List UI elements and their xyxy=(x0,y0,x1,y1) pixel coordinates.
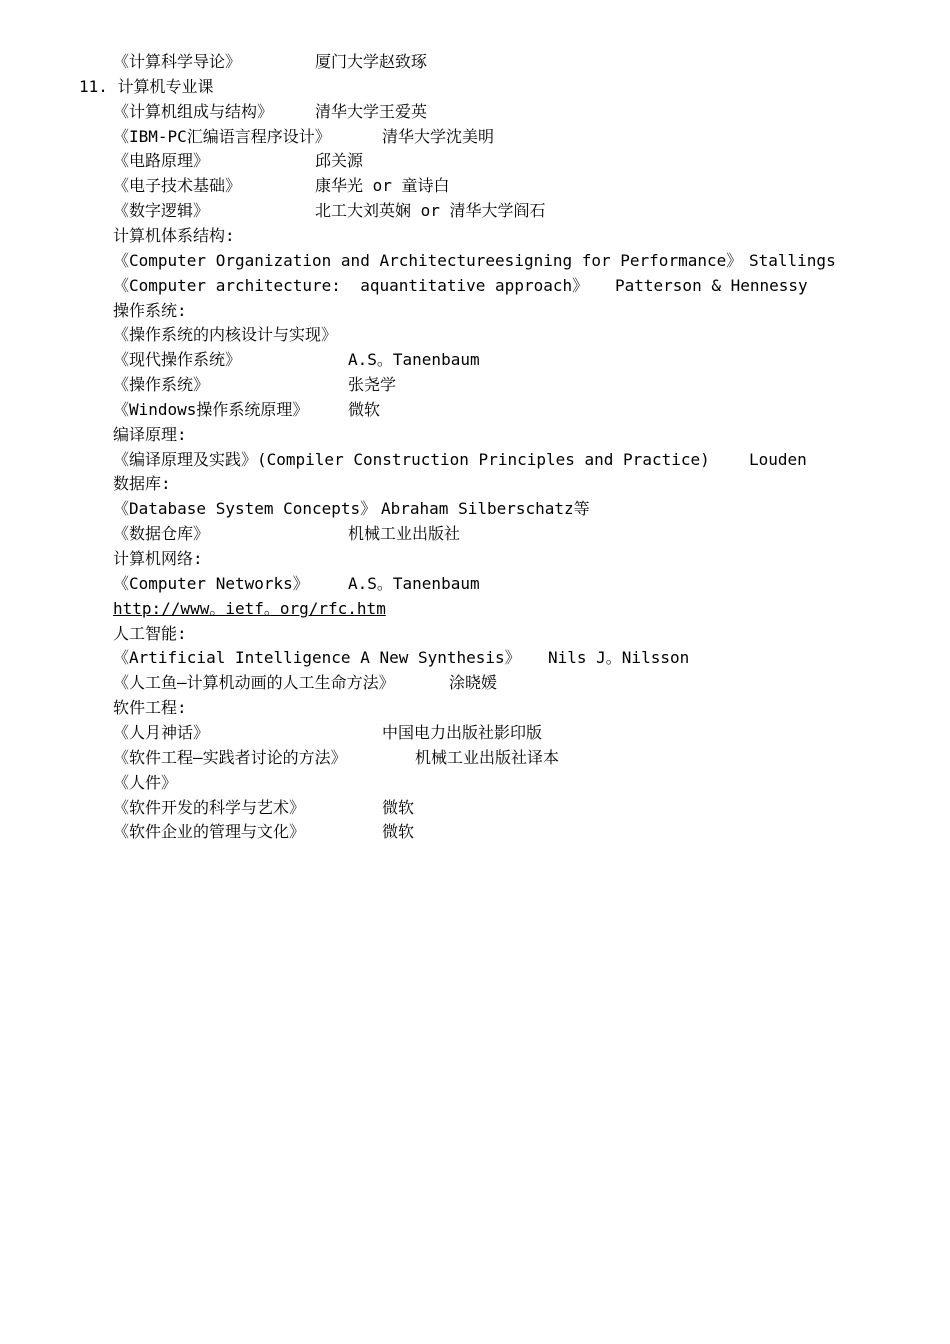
book-title: 《IBM-PC汇编语言程序设计》 xyxy=(113,127,331,146)
category-label: 软件工程: xyxy=(113,698,187,717)
book-entry xyxy=(113,100,428,124)
book-entry xyxy=(113,497,590,521)
book-entry xyxy=(113,671,498,695)
category-label: 计算机体系结构: xyxy=(113,226,235,245)
book-entry xyxy=(113,796,415,820)
book-title: 《操作系统》 xyxy=(113,375,210,394)
book-entry xyxy=(113,174,450,198)
book-author: 康华光 or 童诗白 xyxy=(315,176,450,195)
book-entry xyxy=(113,348,480,372)
book-entry xyxy=(113,274,808,298)
book-author: 机械工业出版社译本 xyxy=(415,748,560,767)
book-title: 《现代操作系统》 xyxy=(113,350,242,369)
book-title: 《Computer Organization and Architectureesigning for Performance》 xyxy=(113,251,743,270)
book-entry xyxy=(113,522,461,546)
book-entry xyxy=(113,50,428,74)
book-title: 《人工鱼—计算机动画的人工生命方法》 xyxy=(113,673,395,692)
book-title: 《数字逻辑》 xyxy=(113,201,210,220)
book-author: A.S。Tanenbaum xyxy=(348,574,480,593)
book-entry xyxy=(113,249,836,273)
book-title: 《人月神话》 xyxy=(113,723,210,742)
book-author: 邱关源 xyxy=(315,151,364,170)
book-title: 《电子技术基础》 xyxy=(113,176,242,195)
book-author: 机械工业出版社 xyxy=(348,524,461,543)
book-author: A.S。Tanenbaum xyxy=(348,350,480,369)
book-entry xyxy=(113,398,381,422)
book-title: 《软件开发的科学与艺术》 xyxy=(113,798,306,817)
book-title: 《Database System Concepts》 xyxy=(113,499,377,518)
book-author: Nils J。Nilsson xyxy=(548,648,690,667)
reference-link[interactable]: http://www。ietf。org/rfc.htm xyxy=(113,599,386,618)
book-author: 厦门大学赵致琢 xyxy=(315,52,428,71)
book-author: Patterson & Hennessy xyxy=(615,276,808,295)
category-label: 操作系统: xyxy=(113,301,187,320)
book-author: 微软 xyxy=(382,822,415,841)
book-author: 中国电力出版社影印版 xyxy=(382,723,543,742)
book-title: 《操作系统的内核设计与实现》 xyxy=(113,325,338,344)
book-author: 微软 xyxy=(348,400,381,419)
category-label: 计算机网络: xyxy=(113,549,203,568)
book-author: 张尧学 xyxy=(348,375,397,394)
book-title: 《Artificial Intelligence A New Synthesis》 xyxy=(113,648,521,667)
book-author: 清华大学沈美明 xyxy=(382,127,495,146)
book-author: 清华大学王爱英 xyxy=(315,102,428,121)
book-title: 《软件企业的管理与文化》 xyxy=(113,822,306,841)
book-title: 《编译原理及实践》(Compiler Construction Principles and Practice) xyxy=(113,450,710,469)
book-title: 《Computer architecture: aquantitative approach》 xyxy=(113,276,589,295)
book-title: 《Computer Networks》 xyxy=(113,574,309,593)
book-title: 《电路原理》 xyxy=(113,151,210,170)
book-author: 北工大刘英娴 or 清华大学阎石 xyxy=(315,201,546,220)
section-heading: 11. 计算机专业课 xyxy=(79,77,214,96)
book-author: Louden xyxy=(749,450,807,469)
category-label: 编译原理: xyxy=(113,425,187,444)
book-entry xyxy=(113,125,495,149)
book-title: 《数据仓库》 xyxy=(113,524,210,543)
book-title: 《计算机组成与结构》 xyxy=(113,102,274,121)
book-author: 涂晓媛 xyxy=(449,673,498,692)
book-entry xyxy=(113,373,397,397)
book-title: 《软件工程—实践者讨论的方法》 xyxy=(113,748,347,767)
book-author: 微软 xyxy=(382,798,415,817)
book-entry xyxy=(113,721,543,745)
book-entry xyxy=(113,746,560,770)
book-author: Abraham Silberschatz等 xyxy=(381,499,590,518)
book-entry xyxy=(113,448,807,472)
book-entry xyxy=(113,199,546,223)
book-entry xyxy=(113,323,337,347)
category-label: 数据库: xyxy=(113,474,171,493)
category-label: 人工智能: xyxy=(113,624,187,643)
book-title: 《人件》 xyxy=(113,773,178,792)
book-entry xyxy=(113,149,364,173)
book-entry xyxy=(113,771,177,795)
book-entry xyxy=(113,820,415,844)
book-entry xyxy=(113,646,690,670)
book-author: Stallings xyxy=(749,251,836,270)
book-entry xyxy=(113,572,480,596)
book-title: 《Windows操作系统原理》 xyxy=(113,400,309,419)
book-title: 《计算科学导论》 xyxy=(113,52,242,71)
